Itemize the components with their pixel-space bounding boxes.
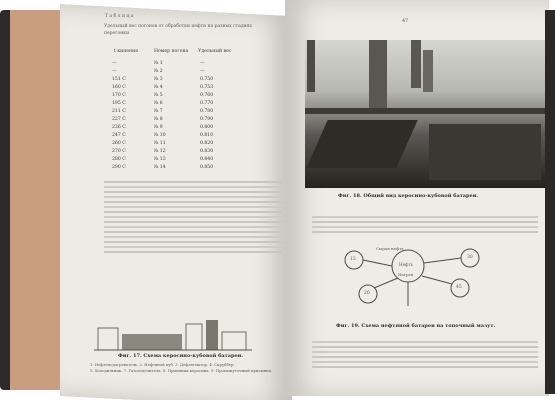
table-cell: 0.800 <box>200 125 214 130</box>
table-header-1: t кипения <box>114 49 139 54</box>
table-header-2: Номер погона <box>154 49 189 54</box>
table-cell: 227 С <box>112 117 126 122</box>
table-cell: — <box>112 69 117 74</box>
table-cell: — <box>200 69 205 74</box>
table-cell: 0.760 <box>200 93 214 98</box>
book-cover-edge <box>545 10 555 394</box>
table-cell: — <box>200 61 205 66</box>
right-body-text-2 <box>312 338 538 371</box>
table-cell: 0.770 <box>200 101 214 106</box>
table-cell: № 4 <box>154 85 163 90</box>
left-intro-line-1: Удельный вес погонов от обработки нефти на разных стадиях <box>104 24 252 29</box>
table-cell: № 9 <box>154 125 163 130</box>
table-cell: — <box>112 61 117 66</box>
table-cell: 195 С <box>112 101 126 106</box>
left-legend-line-1: 1. Нефтеподогреватель. 2. Нефтяной куб. 3. Дефлегматор. 4. Скруббер. <box>90 362 235 367</box>
diagram-center-label: Нефть <box>399 262 414 267</box>
diagram-mid-label: Нагрев <box>398 272 414 277</box>
table-cell: 260 С <box>112 141 126 146</box>
table-cell: № 12 <box>154 149 166 154</box>
table-cell: 0.790 <box>200 117 214 122</box>
table-cell: 247 С <box>112 133 126 138</box>
right-body-text-1 <box>312 213 538 236</box>
table-cell: № 13 <box>154 157 166 162</box>
table-cell: 0.820 <box>200 141 214 146</box>
table-cell: 170 С <box>112 93 126 98</box>
photo-caption: Фиг. 18. Общий вид керосино-кубовой батареи. <box>338 193 479 199</box>
table-cell: № 3 <box>154 77 163 82</box>
table-cell: 0.850 <box>200 165 214 170</box>
table-cell: № 7 <box>154 109 163 114</box>
table-cell: № 14 <box>154 165 166 170</box>
table-cell: № 5 <box>154 93 163 98</box>
left-page-header: Т а б л и ц а <box>105 14 134 19</box>
table-cell: № 8 <box>154 117 163 122</box>
table-cell: № 11 <box>154 141 166 146</box>
table-cell: 290 С <box>112 165 126 170</box>
table-cell: № 2 <box>154 69 163 74</box>
table-cell: 0.810 <box>200 133 214 138</box>
left-figure-caption: Фиг. 17. Схема керосино-кубовой батареи. <box>118 353 244 359</box>
left-body-text <box>104 178 282 256</box>
diagram-node-4: 45 <box>456 285 462 290</box>
table-cell: 0.750 <box>200 77 214 82</box>
table-cell: 0.840 <box>200 157 214 162</box>
diagram-caption: Фиг. 19. Схема нефтяной батареи на топочный мазут. <box>336 323 496 329</box>
diagram-node-3: 20 <box>364 291 370 296</box>
table-cell: 236 С <box>112 125 126 130</box>
right-page-number: 47 <box>402 18 409 24</box>
table-cell: 160 С <box>112 85 126 90</box>
factory-photo <box>305 40 545 188</box>
table-header-3: Удельный вес <box>198 49 232 54</box>
table-cell: № 1 <box>154 61 163 66</box>
table-cell: 0.830 <box>200 149 214 154</box>
table-cell: № 6 <box>154 101 163 106</box>
diagram-node-1: 15 <box>350 257 356 262</box>
table-cell: 151 С <box>112 77 126 82</box>
table-cell: № 10 <box>154 133 166 138</box>
battery-drawing <box>94 314 254 354</box>
left-legend-line-2: 5. Холодильник. 7. Газоотделитель. 8. Приемник керосина. 9. Промежуточный приемник. <box>90 368 273 373</box>
table-cell: 0.753 <box>200 85 214 90</box>
data-table <box>112 60 242 170</box>
table-cell: 280 С <box>112 157 126 162</box>
diagram-node-2: 30 <box>467 255 473 260</box>
diagram-top-label: Сырая нефть <box>376 246 404 251</box>
table-cell: 211 С <box>112 109 126 114</box>
table-cell: 270 С <box>112 149 126 154</box>
table-cell: 0.780 <box>200 109 214 114</box>
left-intro-line-2: перегонки <box>104 31 130 36</box>
